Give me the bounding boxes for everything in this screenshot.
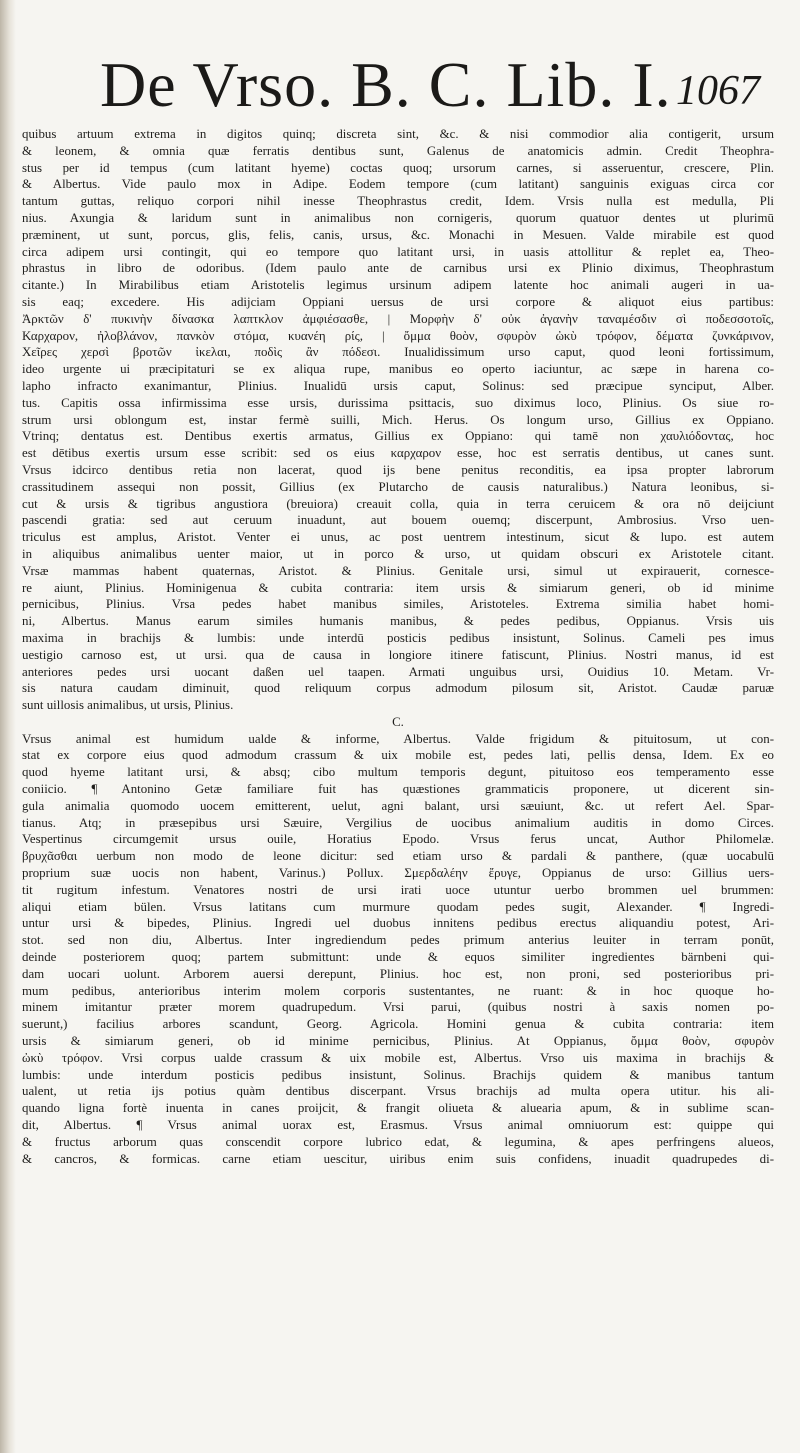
text-line: Vespertinus circumgemit ursus ouile, Horatius Epodo. Vrsus ferus uncat, Author Philomelæ. [22, 832, 774, 847]
text-line: quod hyeme latitant ursi, & absq; cibo multum temporis degunt, pituitoso eos temperamento esse [22, 765, 774, 780]
text-line: dit, Albertus. ¶ Vrsus animal uorax est, Erasmus. Vrsus animal omniuorum est: quippe qui [22, 1118, 774, 1133]
text-line: tit rugitum infestum. Venatores nostri de ursi irati uoce utuntur uerbo brommen uel brummen: [22, 882, 774, 897]
text-line: ni, Albertus. Manus earum similes humanis manibus, & pedes pedibus, Oppianus. Vrsis uis [22, 614, 774, 629]
text-line: phrastus in libro de odoribus. (Idem paulo ante de carnibus ursi ex Plinio diximus, Theophrastum [22, 261, 774, 276]
page-gutter-shadow [0, 0, 16, 1453]
text-line: suerunt,) facilius arbores scandunt, Georg. Agricola. Homini genua & cubita contraria: item [22, 1017, 774, 1032]
text-line: Vrsæ mammas habent quaternas, Aristot. & Plinius. Genitale ursi, simul ut expirauerit, cornesce- [22, 563, 774, 578]
text-line: maxima in brachijs & lumbis: unde interdū posticis pedibus insistunt, Solinus. Cameli pes imus [22, 630, 774, 645]
text-line: sis eaq; excedere. His adijciam Oppiani uersus de ursi corpore & aliquot eius partibus: [22, 294, 774, 309]
text-line: crassitudinem assequi non possit, Gillius (ex Plutarcho de causis naturalibus.) Natura leonibus, si- [22, 479, 774, 494]
text-line: & cancros, & formicas. carne etiam uescitur, uiribus enim suis confidens, inuadit quadrupedes di- [22, 1151, 774, 1166]
text-line: sunt uillosis animalibus, ut ursis, Plinius. [22, 698, 234, 713]
text-line: nius. Axungia & laridum sunt in animalibus non cornigeris, quorum quatuor dentes ut plurimū [22, 210, 774, 225]
text-line: Vrsus idcirco dentibus retia non lacerat, quod ijs bene penitus reconditis, ea ipsa propter labrorum [22, 462, 774, 477]
running-title: De Vrso. B. C. Lib. I. [100, 49, 672, 120]
text-line: & fructus arborum quas conscendit corpore lubrico edat, & legumina, & apes perfringens alueos, [22, 1134, 774, 1149]
text-line: præminent, ut sunt, porcus, glis, felis, canis, ursus, &c. Monachi in Mesuen. Valde mirabile est quod [22, 227, 774, 242]
text-line: minem imitantur præter morem quadrupedum. Vrsi parui, (quibus nostri à saxis nomen po- [22, 1000, 774, 1015]
text-line: untur ursi & bipedes, Plinius. Ingredi uel duobus innitens pedibus erectus aliquandiu potest, Ari- [22, 916, 774, 931]
text-line: anteriores pedes ursi uocant daßen uel taapen. Armati unguibus ursi, Ouidius 10. Metam. Vr- [22, 664, 774, 679]
text-line: cut & ursis & tigribus angustiora (breuiora) creauit colla, quia in terra ceruicem & ora nō deijciunt [22, 496, 774, 511]
text-line: triculus est amplus, Aristot. Venter ei unus, ac post uentrem intestinum, sicut & lupo. est autem [22, 530, 774, 545]
text-line: ualent, ut retia ijs potius quàm dentibus discerpant. Vrsus brachijs ad multa opera utitur. his ali- [22, 1084, 774, 1099]
text-line: quando ligna fortè inuenta in canes proijcit, & frangit oliueta & aluearia apum, & in sublime scan- [22, 1101, 774, 1116]
text-line: re aiunt, Plinius. Hominigenua & cubita contraria: item ursis & simiarum generi, ob id minime [22, 580, 774, 595]
text-line: citante.) In Mirabilibus etiam Aristotelis legimus ursinum adipem latente hoc animali augeri in ua- [22, 278, 774, 293]
text-line: & leonem, & omnia quæ ferratis dentibus sunt, Galenus de anatomicis admin. Credit Theophra- [22, 143, 774, 158]
text-line: gula animalia quomodo uocem emitterent, uelut, agni balant, ursi sæuiunt, &c. ut refert Ael. Spar- [22, 798, 774, 813]
text-line: mum pedibus, anterioribus interim molem corporis sustentantes, ne ruant: & in hoc quoque ho- [22, 983, 774, 998]
greek-verse-line: Καρχαρον, ἠλοβλάνον, πανκὸν στόμα, κυανέη ρίς, | ὄμμα θοὸν, σφυρὸν ὠκὺ τρόφον, δέματα ζυνκάρινον, [22, 328, 774, 343]
text-line: Vtrinq; dentatus est. Dentibus exertis armatus, Gillius ex Oppiano: qui tamē non χαυλιόδοντας, hoc [22, 429, 774, 444]
greek-verse-line: Ἀρκτῶν δ' πυκινὴν δίνασκα λαπτκλον ἀμφιέσασθε, | Μορφὴν δ' οὐκ ἀγανὴν ταναμέσδιν σὶ ποδεσσοτοῖς, [22, 311, 774, 326]
text-line: ursis & simiarum generi, ob id minime pernicibus, Plinius. At Oppianus, ὄμμα θοὸν, σφυρὸν [22, 1034, 774, 1049]
section-c-block [22, 731, 774, 1168]
text-line: tianus. Atq; in præsepibus ursi Sæuire, Vergilius de uocibus animalium auditis in domo Circes. [22, 815, 774, 830]
text-line: & Albertus. Vide paulo mox in Adipe. Eodem tempore (cum latitant) sanguinis exiguas circa cor [22, 177, 774, 192]
text-line: coniicio. ¶ Antonino Getæ familiare fuit has quæstiones grammaticis proponere, ut dicerent sin- [22, 782, 774, 797]
section-b-block [22, 126, 774, 714]
text-line: pernicibus, Plinius. Vrsa pedes habet manibus similes, Aristoteles. Extrema similia habet homi- [22, 597, 774, 612]
body-text [22, 126, 774, 1167]
page-number: 1067 [676, 68, 760, 114]
text-line: sis natura caudam diminuit, quod reliquum corpus admodum pilosum sit, Aristot. Caudæ paruæ [22, 681, 774, 696]
text-line: ideo urgente ui præcipitaturi se ex aliqua rupe, manibus eo operto iaciuntur, ac sæpe in harena co- [22, 362, 774, 377]
text-line: dam uocari uolunt. Arborem auersi derepunt, Plinius. hoc est, non proni, sed posterioribus pri- [22, 966, 774, 981]
text-line: in aliquibus animalibus uenter maior, ut in porco & urso, ut quidam obscuri ex Aristotele citant. [22, 546, 774, 561]
text-line: aliqui etiam bülen. Vrsus latitans cum murmure quodam pedes sugit, Alexander. ¶ Ingredi- [22, 899, 774, 914]
text-line: uestigio carnoso est, ut ursi. qua de causa in longiore itinere fatiscunt, Plinius. Nostri manus, id est [22, 647, 774, 662]
section-letter: C. [392, 714, 404, 729]
text-line: proprium suæ uocis non habent, Varinus.) Pollux. Σμερδαλέην ἔρυγε, Oppianus de urso: Gillius uers- [22, 866, 774, 881]
text-line: stat ex corpore eius quod admodum crassum & uix mobile est, pedes lati, pellis densa, Idem. Ex eo [22, 748, 774, 763]
text-line: stus per id tempus (cum latitant hyeme) coctas quoq; ursorum carnes, si asseruentur, crescere, Plin. [22, 160, 774, 175]
text-line: βρυχᾶσθαι uerbum non modo de leone dicitur: sed etiam urso & pardali & panthere, (quæ uocabulū [22, 849, 774, 864]
text-line: tantum guttas, reliquo corpori nihil inesse Theophrastus credit, Idem. Vrsis nulla est medulla, Pli [22, 194, 774, 209]
text-line: lapho infracto exanimantur, Plinius. Inualidū ursis caput, Solinus: sed præcipue synciput, Alber. [22, 378, 774, 393]
text-line: strum ursi oblongum est, instar fermè suilli, Mich. Herus. Os longum urso, Gillius ex Oppiano. [22, 412, 774, 427]
text-line: Vrsus animal est humidum ualde & informe, Albertus. Valde frigidum & pituitosum, ut con- [22, 731, 774, 746]
text-line: est dētibus exertis ursum esse scribit: sed os eius καρχαρον esse, hoc est serratis dentibus, ut canes sunt. [22, 446, 774, 461]
text-line: pascendi gratia: sed aut ceruum inuadunt, aut bouem ouemq; discerpunt, Ambrosius. Vrso uen- [22, 513, 774, 528]
running-header [100, 50, 760, 120]
text-line: quibus artuum extrema in digitos quinq; discreta sint, &c. & nisi commodior alia contigerit, ursum [22, 127, 774, 141]
text-line: stot. sed non diu, Albertus. Inter ingrediendum pedes primum anterius leuiter in terram ponūt, [22, 933, 774, 948]
text-line: circa adipem ursi contingit, qui eo tempore quo latitant ursi, in uasis attollitur & replet ea, Theo- [22, 244, 774, 259]
text-line: deinde posteriorem quoq; partem submittunt: unde & equos similiter ingredientes bärnbeni qui- [22, 950, 774, 965]
text-line: ὠκὺ τρόφον. Vrsi corpus ualde crassum & uix mobile est, Albertus. Vrso uis maxima in brachijs & [22, 1050, 774, 1065]
text-line: tus. Capitis ossa infirmissima esse ursis, durissima psittacis, suo diximus loco, Plinius. Os siue ro- [22, 395, 774, 410]
text-line: Χεῖρες χερσὶ βροτῶν ἰκελαι, ποδὶς ἂν πόδεσι. Inualidissimum urso caput, quod leoni fortissimum, [22, 345, 774, 360]
text-line: lumbis: unde interdum posticis pedibus insistunt, Solinus. Brachijs quidem & manibus tantum [22, 1067, 774, 1082]
